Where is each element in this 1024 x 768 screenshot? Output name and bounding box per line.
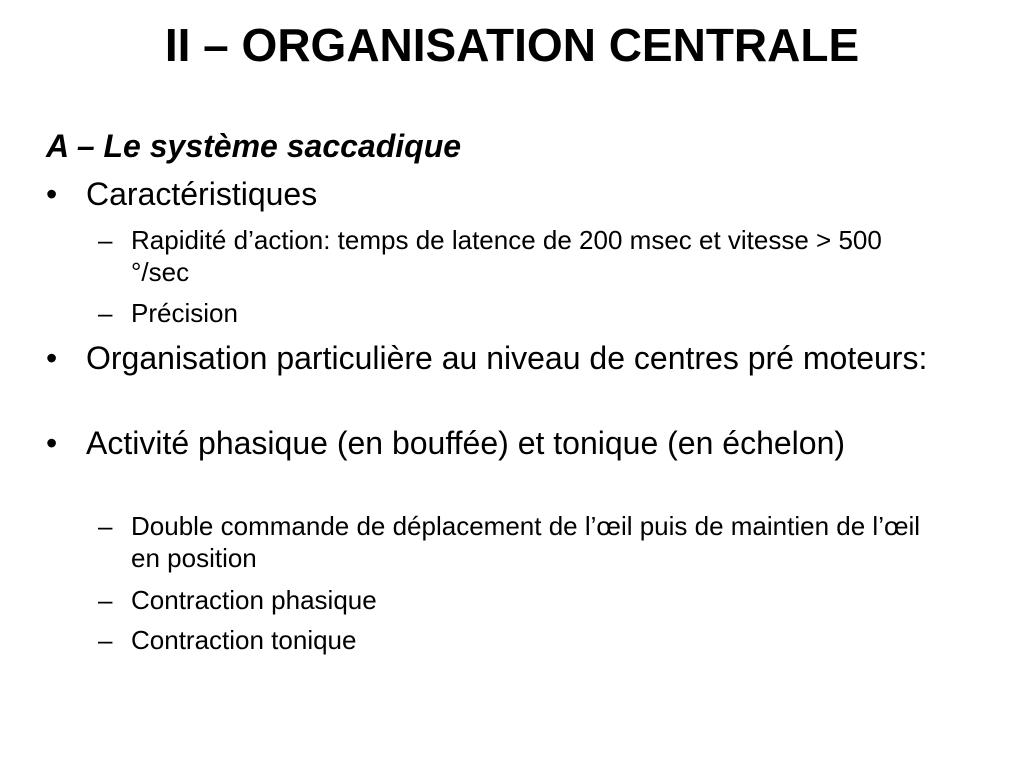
bullet-item-organisation xyxy=(46,340,946,376)
bullet-item-caracteristiques xyxy=(46,176,946,212)
bullet-text: Activité phasique (en bouffée) et tonique (en échelon) xyxy=(86,425,846,461)
sub-item-text: Rapidité d’action: temps de latence de 200 msec et vitesse > 500 °/sec xyxy=(131,225,882,287)
section-heading: A – Le système saccadique xyxy=(46,128,462,164)
sub-item-double-commande xyxy=(98,510,928,574)
bullet-marker: • xyxy=(46,425,58,461)
bullet-marker: • xyxy=(46,176,58,212)
bullet-marker: • xyxy=(46,340,58,376)
bullet-item-activite xyxy=(46,425,946,461)
slide-title: II – ORGANISATION CENTRALE xyxy=(164,19,860,71)
sub-item-text: Double commande de déplacement de l’œil puis de maintien de l’œil en position xyxy=(131,511,921,573)
dash-marker: – xyxy=(98,225,113,255)
sub-item-text: Contraction tonique xyxy=(131,625,357,655)
sub-item-precision xyxy=(98,297,928,329)
sub-item-text: Précision xyxy=(131,298,238,328)
dash-marker: – xyxy=(98,298,113,328)
sub-item-text: Contraction phasique xyxy=(131,585,377,615)
bullet-text: Caractéristiques xyxy=(86,176,318,212)
dash-marker: – xyxy=(98,585,113,615)
dash-marker: – xyxy=(98,625,113,655)
sub-item-contraction-phasique xyxy=(98,584,928,616)
sub-item-contraction-tonique xyxy=(98,624,928,656)
bullet-text: Organisation particulière au niveau de centres pré moteurs: xyxy=(86,340,928,376)
sub-item-rapidite xyxy=(98,224,928,288)
dash-marker: – xyxy=(98,511,113,541)
